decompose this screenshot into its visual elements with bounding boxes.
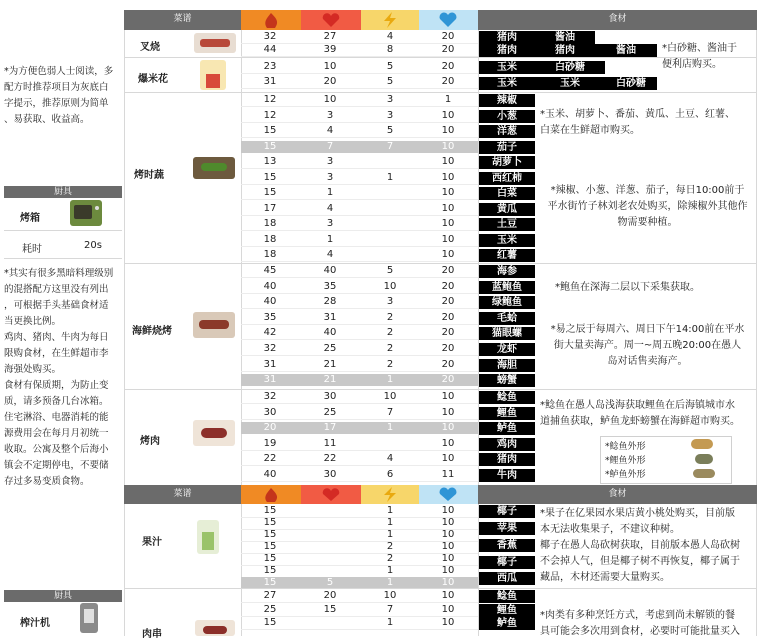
stats-row <box>241 234 478 246</box>
stat-cell: 8 <box>386 43 394 55</box>
stat-cell: 32 <box>263 343 277 354</box>
ingredient-cell: 鲶鱼 <box>479 391 535 404</box>
dish-seafood: 海鲜烧烤 <box>132 326 172 337</box>
stat-cell: 15 <box>323 603 337 615</box>
stat-cell: 1 <box>386 617 394 628</box>
ingredient-cell: 鸡肉 <box>479 438 535 451</box>
stat-cell: 35 <box>263 311 277 323</box>
heart-icon <box>301 485 361 504</box>
note-meat2: *肉类有多种烹饪方式，考虑到尚未解锁的餐 具可能会多次用到食材，必要时可能批量买入 <box>540 610 740 637</box>
stat-cell: 20 <box>323 590 337 601</box>
stats-row <box>241 541 478 553</box>
stat-cell: 7 <box>326 140 334 152</box>
stat-cell: 10 <box>441 590 455 601</box>
ingredient-cell: 土豆 <box>479 218 535 231</box>
ingredient-cell: 白菜 <box>479 187 535 200</box>
ingredient-cell: 椰子 <box>479 505 535 518</box>
stats-row <box>241 617 478 629</box>
stat-cell: 2 <box>386 327 394 339</box>
stat-cell: 10 <box>441 391 455 402</box>
stats-row <box>241 172 478 184</box>
left-note-1: *为方便色弱人士阅读，多 配方时推荐项目为灰底白 字提示，推荐原则为简单 、易获取、收益高。 <box>4 66 114 125</box>
stat-cell: 25 <box>323 406 337 418</box>
ingredient-cell: 黄瓜 <box>479 203 535 216</box>
stat-cell: 10 <box>441 517 455 528</box>
stat-cell: 4 <box>326 249 334 260</box>
stat-cell: 1 <box>386 565 394 576</box>
stats-row <box>241 505 478 517</box>
header2-ingredients: 食材 <box>478 485 757 504</box>
stat-cell: 7 <box>386 406 394 418</box>
stat-cell: 15 <box>263 553 277 564</box>
stat-cell: 3 <box>326 171 334 183</box>
stat-cell: 21 <box>323 358 337 370</box>
dish-veg: 烤时蔬 <box>134 170 164 181</box>
stats-row <box>241 359 478 371</box>
ingredient-cell: 猪肉 <box>479 44 535 57</box>
stat-cell: 7 <box>386 140 394 152</box>
stat-cell: 10 <box>383 280 397 292</box>
stats-row <box>241 265 478 277</box>
ingredient-cell: 玉米 <box>479 234 535 247</box>
stats-row <box>241 296 478 308</box>
stat-cell: 20 <box>441 343 455 354</box>
stat-cell: 18 <box>263 218 277 229</box>
stats-row <box>241 553 478 565</box>
stat-cell: 10 <box>441 202 455 214</box>
stat-cell: 1 <box>386 529 394 540</box>
stat-cell: 10 <box>441 577 455 588</box>
ingredient-cell: 牛肉 <box>479 469 535 482</box>
stat-cell: 10 <box>441 171 455 183</box>
stat-cell: 15 <box>263 187 277 198</box>
fire-swatch <box>241 10 301 30</box>
stat-cell: 45 <box>263 265 277 276</box>
stats-row <box>241 517 478 529</box>
stat-cell: 23 <box>263 61 277 72</box>
tool-name: 烤箱 <box>20 213 40 224</box>
ingredient-cell: 胡萝卜 <box>479 156 535 169</box>
ingredient-cell: 辣椒 <box>479 94 535 107</box>
stat-cell: 3 <box>326 156 334 167</box>
ingredient-cell: 龙虾 <box>479 343 535 356</box>
stat-cell: 1 <box>326 233 334 245</box>
stat-cell: 10 <box>441 565 455 576</box>
stats-row <box>241 281 478 293</box>
stat-cell: 10 <box>441 233 455 245</box>
stats-row <box>241 529 478 541</box>
stat-cell: 10 <box>323 94 337 105</box>
ingredient-cell: 猪肉 <box>535 44 595 57</box>
stat-cell: 1 <box>444 94 452 105</box>
ingredient-cell: 鲶鱼 <box>479 590 535 603</box>
stats-row <box>241 327 478 339</box>
stat-cell: 30 <box>323 468 337 480</box>
stats-row <box>241 438 478 450</box>
stat-cell: 2 <box>386 343 394 354</box>
stat-cell: 2 <box>386 541 394 552</box>
stat-cell: 15 <box>263 125 277 136</box>
ingredient-cell: 鲈鱼 <box>479 422 535 435</box>
stat-cell: 25 <box>323 343 337 354</box>
ingredient-cell: 红薯 <box>479 249 535 262</box>
stat-cell: 15 <box>263 517 277 528</box>
stat-cell: 22 <box>323 453 337 464</box>
stat-cell: 1 <box>386 517 394 528</box>
stats-row <box>241 312 478 324</box>
stat-cell: 4 <box>386 31 394 42</box>
stat-cell: 20 <box>441 31 455 42</box>
stat-cell: 10 <box>383 391 397 402</box>
stat-cell: 5 <box>386 265 394 276</box>
heart-swatch <box>301 10 361 30</box>
stats-row <box>241 453 478 465</box>
stat-cell: 5 <box>386 125 394 136</box>
chashao-image <box>194 33 236 53</box>
ingredient-cell: 白砂糖 <box>535 61 605 74</box>
stat-cell: 3 <box>386 94 394 105</box>
stat-cell: 3 <box>326 109 334 121</box>
stat-cell: 20 <box>441 280 455 292</box>
stat-cell: 31 <box>263 75 277 87</box>
note-meat: *鲶鱼在愚人岛浅海获取鲤鱼在后海镇城市水 道捕鱼获取，鲈鱼龙虾螃蟹在海鲜超市购买。 <box>540 400 740 427</box>
stat-cell: 10 <box>441 109 455 121</box>
juicer-icon <box>80 603 98 633</box>
stat-cell: 42 <box>263 327 277 339</box>
dish-chashao: 叉烧 <box>140 42 160 53</box>
stat-cell: 13 <box>263 156 277 167</box>
stat-cell: 20 <box>441 75 455 87</box>
fish-shape-box: *鲶鱼外形 *鲤鱼外形 *鲈鱼外形 <box>600 436 732 484</box>
oven-icon <box>70 200 102 226</box>
stat-cell: 10 <box>441 453 455 464</box>
time-value: 20s <box>84 240 102 251</box>
ingredient-cell: 玉米 <box>479 77 535 90</box>
stat-cell: 2 <box>386 311 394 323</box>
stat-cell: 20 <box>441 265 455 276</box>
stat-cell: 12 <box>263 94 277 105</box>
stat-cell: 40 <box>323 327 337 339</box>
popcorn-image <box>200 60 226 90</box>
stat-cell: 35 <box>323 280 337 292</box>
dish-meat2: 肉串 <box>142 629 162 640</box>
ingredient-cell: 茄子 <box>479 141 535 154</box>
stat-cell: 1 <box>386 374 394 386</box>
heart-icon <box>301 10 361 30</box>
stat-cell: 31 <box>263 358 277 370</box>
stat-cell: 10 <box>441 603 455 615</box>
stat-cell: 10 <box>441 140 455 152</box>
fire-icon <box>241 485 301 504</box>
ingredient-cell: 猫眼螺 <box>479 327 535 340</box>
stat-cell: 10 <box>441 505 455 516</box>
stats-row <box>241 31 478 43</box>
stat-cell: 27 <box>323 31 337 42</box>
heart-swatch-2 <box>301 485 361 504</box>
meat2-image <box>195 620 235 636</box>
stat-cell: 31 <box>263 374 277 386</box>
ingredient-cell: 螃蟹 <box>479 374 535 387</box>
ingredient-cell: 玉米 <box>535 77 605 90</box>
header-recipe: 菜谱 <box>124 10 241 30</box>
stat-cell: 44 <box>263 43 277 55</box>
seafood-image <box>193 312 235 338</box>
stat-cell: 10 <box>441 617 455 628</box>
stats-row <box>241 565 478 577</box>
stat-cell: 5 <box>386 75 394 87</box>
ingredient-cell: 白砂糖 <box>605 77 657 90</box>
stat-cell: 10 <box>441 187 455 198</box>
dish-meat: 烤肉 <box>140 436 160 447</box>
ingredient-cell: 洋葱 <box>479 125 535 138</box>
lightning-swatch <box>361 10 419 30</box>
stats-row <box>241 94 478 106</box>
stats-row <box>241 44 478 56</box>
stats-row <box>241 374 478 386</box>
stat-cell: 20 <box>323 75 337 87</box>
ingredient-cell: 猪肉 <box>479 453 535 466</box>
stat-cell: 22 <box>263 453 277 464</box>
ingredient-cell: 海参 <box>479 265 535 278</box>
stat-cell: 11 <box>441 468 455 480</box>
ingredient-cell: 鲈鱼 <box>479 617 535 630</box>
ingredient-cell: 玉米 <box>479 61 535 74</box>
stat-cell: 17 <box>263 202 277 214</box>
ingredient-cell: 酱油 <box>595 44 657 57</box>
stat-cell: 18 <box>263 249 277 260</box>
note-juice: *果子在亿果园水果店黄小桃处购买，目前版 本无法收集果子，不建议种树。 椰子在愚人岛砍树获取，目前版本愚人岛砍树 不会掉人气，但是椰子树不再恢复，椰子属于 藏品，木材还需要大量购买。 <box>540 508 740 583</box>
stat-cell: 1 <box>386 577 394 588</box>
stat-cell: 6 <box>386 468 394 480</box>
stat-cell: 40 <box>263 468 277 480</box>
note-seafood-1: *鲍鱼在深海二层以下采集获取。 <box>555 282 700 293</box>
stat-cell: 28 <box>323 296 337 308</box>
stat-cell: 32 <box>263 31 277 42</box>
stat-cell: 1 <box>386 171 394 183</box>
stat-cell: 3 <box>326 218 334 229</box>
perch-icon <box>693 469 715 478</box>
stat-cell: 1 <box>326 187 334 198</box>
shield-icon <box>419 485 478 504</box>
stat-cell: 32 <box>263 391 277 402</box>
stat-cell: 10 <box>441 422 455 433</box>
stat-cell: 20 <box>441 311 455 323</box>
stat-cell: 40 <box>263 280 277 292</box>
stats-row <box>241 218 478 230</box>
shield-swatch <box>419 10 478 30</box>
ingredient-cell: 蓝鲍鱼 <box>479 281 535 294</box>
stat-cell: 10 <box>441 156 455 167</box>
ingredient-cell: 酱油 <box>535 31 595 44</box>
stat-cell: 20 <box>441 374 455 386</box>
fire-swatch-2 <box>241 485 301 504</box>
stat-cell: 20 <box>441 61 455 72</box>
stat-cell: 15 <box>263 565 277 576</box>
tool-header: 厨具 <box>4 186 122 198</box>
stats-row <box>241 61 478 73</box>
stat-cell: 39 <box>323 43 337 55</box>
stat-cell: 30 <box>323 391 337 402</box>
lightning-swatch-2 <box>361 485 419 504</box>
ingredient-cell: 椰子 <box>479 556 535 569</box>
ingredient-cell: 西红柿 <box>479 172 535 185</box>
veg-image <box>193 157 235 179</box>
left-note-2: *其实有很多黑暗料理级别 的混搭配方这里没有列出 ，可根据手头基础食材适 当更换比例。 鸡肉、猪肉、牛肉为每日 限购食材，在生鲜超市李 海强处购买。 食材有保质期，为防止变 质，请多预备几台冰箱。 住宅淋浴、电器消耗的能 源费用会在每月月初统一 收取。公寓及整个后海小 镇会不定期停电，不要储 存过多易变质食物。 <box>4 268 114 487</box>
stat-cell: 15 <box>263 541 277 552</box>
stat-cell: 15 <box>263 529 277 540</box>
stats-row <box>241 422 478 434</box>
stat-cell: 25 <box>263 603 277 615</box>
stat-cell: 20 <box>441 327 455 339</box>
stat-cell: 5 <box>386 61 394 72</box>
ingredient-cell: 苹果 <box>479 522 535 535</box>
stat-cell: 2 <box>386 358 394 370</box>
ingredient-cell: 鲤鱼 <box>479 604 535 617</box>
ingredient-cell: 鲤鱼 <box>479 407 535 420</box>
stat-cell: 10 <box>441 406 455 418</box>
ingredient-cell: 香蕉 <box>479 539 535 552</box>
stat-cell: 17 <box>323 422 337 433</box>
stat-cell: 21 <box>323 374 337 386</box>
stat-cell: 12 <box>263 109 277 121</box>
stats-row <box>241 187 478 199</box>
dish-popcorn: 爆米花 <box>138 74 168 85</box>
stat-cell: 3 <box>386 296 394 308</box>
lightning-icon <box>361 485 419 504</box>
stats-row <box>241 203 478 215</box>
header-ingredients: 食材 <box>478 10 757 30</box>
catfish-icon <box>691 439 713 449</box>
stat-cell: 7 <box>386 603 394 615</box>
stat-cell: 10 <box>441 553 455 564</box>
stat-cell: 40 <box>263 296 277 308</box>
stat-cell: 15 <box>263 140 277 152</box>
tool2-name: 榨汁机 <box>20 618 50 629</box>
stat-cell: 19 <box>263 437 277 449</box>
stats-row <box>241 110 478 122</box>
stats-row <box>241 156 478 168</box>
stat-cell: 10 <box>441 218 455 229</box>
stat-cell: 5 <box>326 577 334 588</box>
header2-recipe: 菜谱 <box>124 485 241 504</box>
stat-cell: 4 <box>326 202 334 214</box>
stat-cell: 27 <box>263 590 277 601</box>
stat-cell: 15 <box>263 577 277 588</box>
stat-cell: 15 <box>263 617 277 628</box>
stat-cell: 15 <box>263 505 277 516</box>
time-label: 耗时 <box>22 244 42 255</box>
ingredient-cell: 海胆 <box>479 359 535 372</box>
stats-row <box>241 407 478 419</box>
meat-image <box>193 420 235 446</box>
note-veg-1: *玉米、胡萝卜、番茄、黄瓜、土豆、红薯、 白菜在生鲜超市购买。 <box>540 109 735 136</box>
lightning-icon <box>361 10 419 30</box>
ingredient-cell: 毛蛤 <box>479 312 535 325</box>
stat-cell: 40 <box>323 265 337 276</box>
dish-juice: 果汁 <box>142 537 162 548</box>
stats-row <box>241 76 478 88</box>
stats-row <box>241 590 478 602</box>
stat-cell: 2 <box>386 553 394 564</box>
stats-row <box>241 391 478 403</box>
stats-row <box>241 343 478 355</box>
note-seafood-2: *易之辰于每周六、周日下午14:00前在平水 街大量卖海产。周一~周五晚20:00在愚人 岛对话售卖海产。 <box>550 324 745 367</box>
stat-cell: 20 <box>263 422 277 433</box>
stats-row <box>241 604 478 616</box>
stat-cell: 10 <box>441 437 455 449</box>
ingredient-cell: 绿鲍鱼 <box>479 296 535 309</box>
stat-cell: 4 <box>326 125 334 136</box>
stat-cell: 10 <box>383 590 397 601</box>
stat-cell: 4 <box>386 453 394 464</box>
stat-cell: 1 <box>386 505 394 516</box>
fire-icon <box>241 10 301 30</box>
stat-cell: 31 <box>323 311 337 323</box>
stats-row <box>241 141 478 153</box>
stat-cell: 20 <box>441 43 455 55</box>
stat-cell: 1 <box>386 422 394 433</box>
note-veg-2: *辣椒、小葱、洋葱、茄子，每日10:00前于 平水街竹子林刘老农处购买，除辣椒外其他作 物需要种植。 <box>547 185 748 228</box>
stat-cell: 15 <box>263 171 277 183</box>
stat-cell: 18 <box>263 233 277 245</box>
ingredient-cell: 小葱 <box>479 110 535 123</box>
ingredient-cell: 猪肉 <box>479 31 535 44</box>
stats-row <box>241 125 478 137</box>
stat-cell: 10 <box>441 541 455 552</box>
stat-cell: 3 <box>386 109 394 121</box>
stat-cell: 11 <box>323 437 337 449</box>
note-chashao: *白砂糖、酱油于 便利店购买。 <box>662 43 737 70</box>
stats-row <box>241 249 478 261</box>
stat-cell: 10 <box>441 529 455 540</box>
stat-cell: 10 <box>441 125 455 136</box>
stats-row <box>241 469 478 481</box>
stat-cell: 10 <box>323 61 337 72</box>
stat-cell: 10 <box>441 249 455 260</box>
shield-swatch-2 <box>419 485 478 504</box>
stat-cell: 20 <box>441 358 455 370</box>
shield-icon <box>419 10 478 30</box>
stat-cell: 20 <box>441 296 455 308</box>
juice-image <box>197 520 219 554</box>
ingredient-cell: 西瓜 <box>479 572 535 585</box>
tool2-header: 厨具 <box>4 590 122 602</box>
carp-icon <box>695 454 713 464</box>
stat-cell: 30 <box>263 406 277 418</box>
